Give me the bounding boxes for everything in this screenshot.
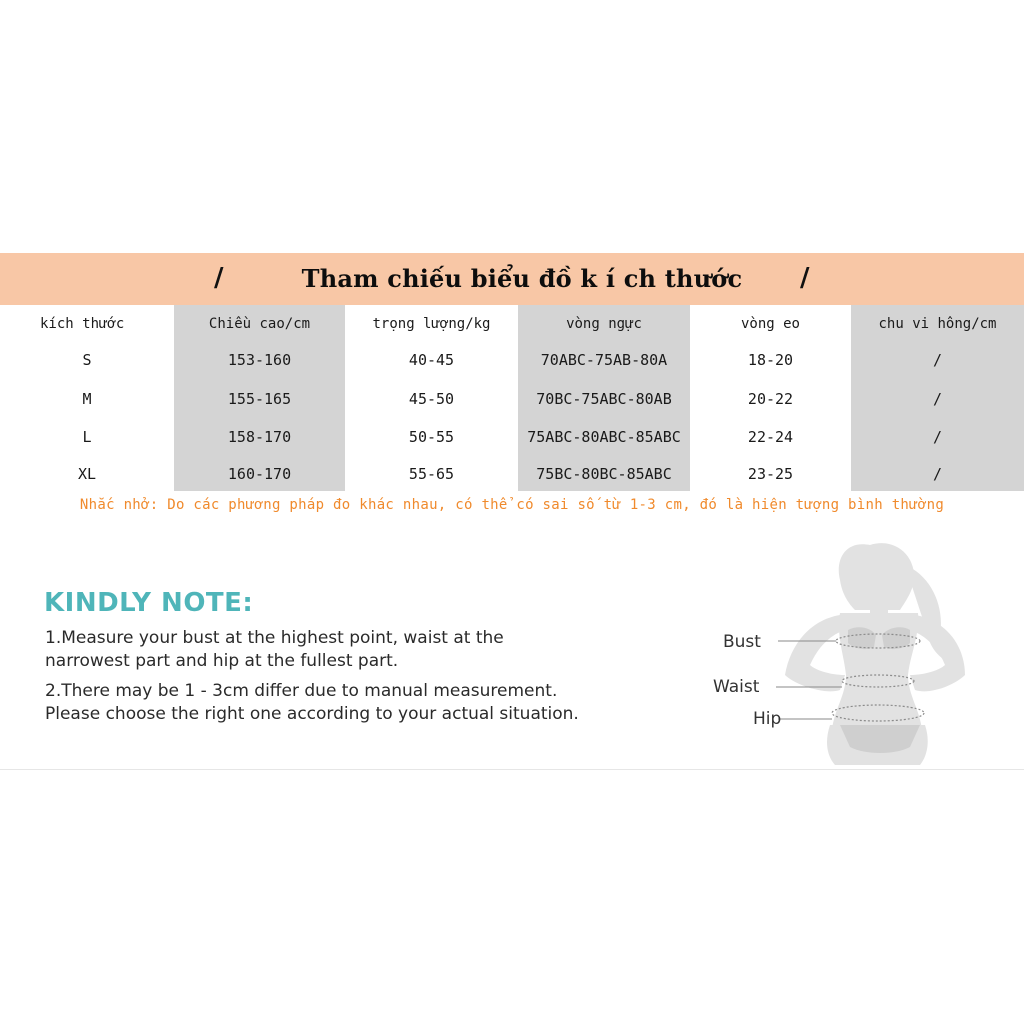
table-cell: L	[82, 428, 92, 446]
header-hip: chu vi hông/cm	[878, 316, 997, 332]
kindly-note-title: KINDLY NOTE:	[44, 588, 254, 618]
column-bust	[518, 305, 690, 491]
table-cell: /	[932, 428, 943, 446]
size-table	[0, 305, 1024, 491]
table-cell: XL	[77, 465, 97, 483]
table-cell: 23-25	[747, 465, 794, 483]
table-cell: 22-24	[747, 428, 794, 446]
chart-title: Tham chiếu biểu đồ k í ch thước	[301, 264, 743, 293]
table-cell: 160-170	[227, 465, 292, 483]
column-height	[174, 305, 345, 491]
column-hip	[851, 305, 1024, 491]
table-cell: 18-20	[747, 351, 794, 369]
table-cell: 45-50	[408, 390, 455, 408]
header-height: Chiều cao/cm	[208, 316, 311, 332]
banner-slash-right: /	[800, 263, 810, 293]
header-waist: vòng eo	[740, 316, 800, 332]
table-cell: 155-165	[227, 390, 292, 408]
header-bust: vòng ngực	[566, 316, 642, 332]
table-cell: /	[932, 465, 943, 483]
table-cell: 153-160	[227, 351, 292, 369]
table-cell: /	[932, 351, 943, 369]
table-cell: 158-170	[227, 428, 292, 446]
table-cell: 70BC-75ABC-80AB	[536, 390, 672, 408]
table-cell: 75BC-80BC-85ABC	[536, 465, 672, 483]
bottom-divider	[0, 769, 1024, 770]
body-silhouette-icon	[770, 535, 980, 765]
table-cell: 20-22	[747, 390, 794, 408]
measurement-reminder: Nhắc nhở: Do các phương pháp đo khác nhau, có thể có sai số từ 1-3 cm, đó là hiện tượng bình thường	[79, 497, 945, 513]
kindly-note-line: 1.Measure your bust at the highest point, waist at the	[45, 628, 504, 648]
table-cell: 70ABC-75AB-80A	[540, 351, 668, 369]
figure-label-waist: Waist	[713, 677, 760, 697]
banner-slash-left: /	[214, 263, 224, 293]
table-cell: M	[82, 390, 92, 408]
title-banner	[0, 253, 1024, 305]
column-weight	[345, 305, 518, 491]
table-cell: 40-45	[408, 351, 455, 369]
figure-label-bust: Bust	[723, 632, 761, 652]
column-waist	[690, 305, 851, 491]
table-cell: 50-55	[408, 428, 455, 446]
kindly-note-line: 2.There may be 1 - 3cm differ due to manual measurement.	[45, 681, 558, 701]
table-cell: 75ABC-80ABC-85ABC	[527, 428, 681, 446]
header-weight: trọng lượng/kg	[372, 316, 491, 332]
kindly-note-line: Please choose the right one according to your actual situation.	[45, 704, 579, 724]
column-size	[0, 305, 174, 491]
header-size: kích thước	[40, 316, 125, 332]
figure-label-hip: Hip	[753, 709, 782, 729]
kindly-note-line: narrowest part and hip at the fullest part.	[45, 651, 399, 671]
table-cell: /	[932, 390, 943, 408]
table-cell: 55-65	[408, 465, 455, 483]
table-cell: S	[82, 351, 92, 369]
